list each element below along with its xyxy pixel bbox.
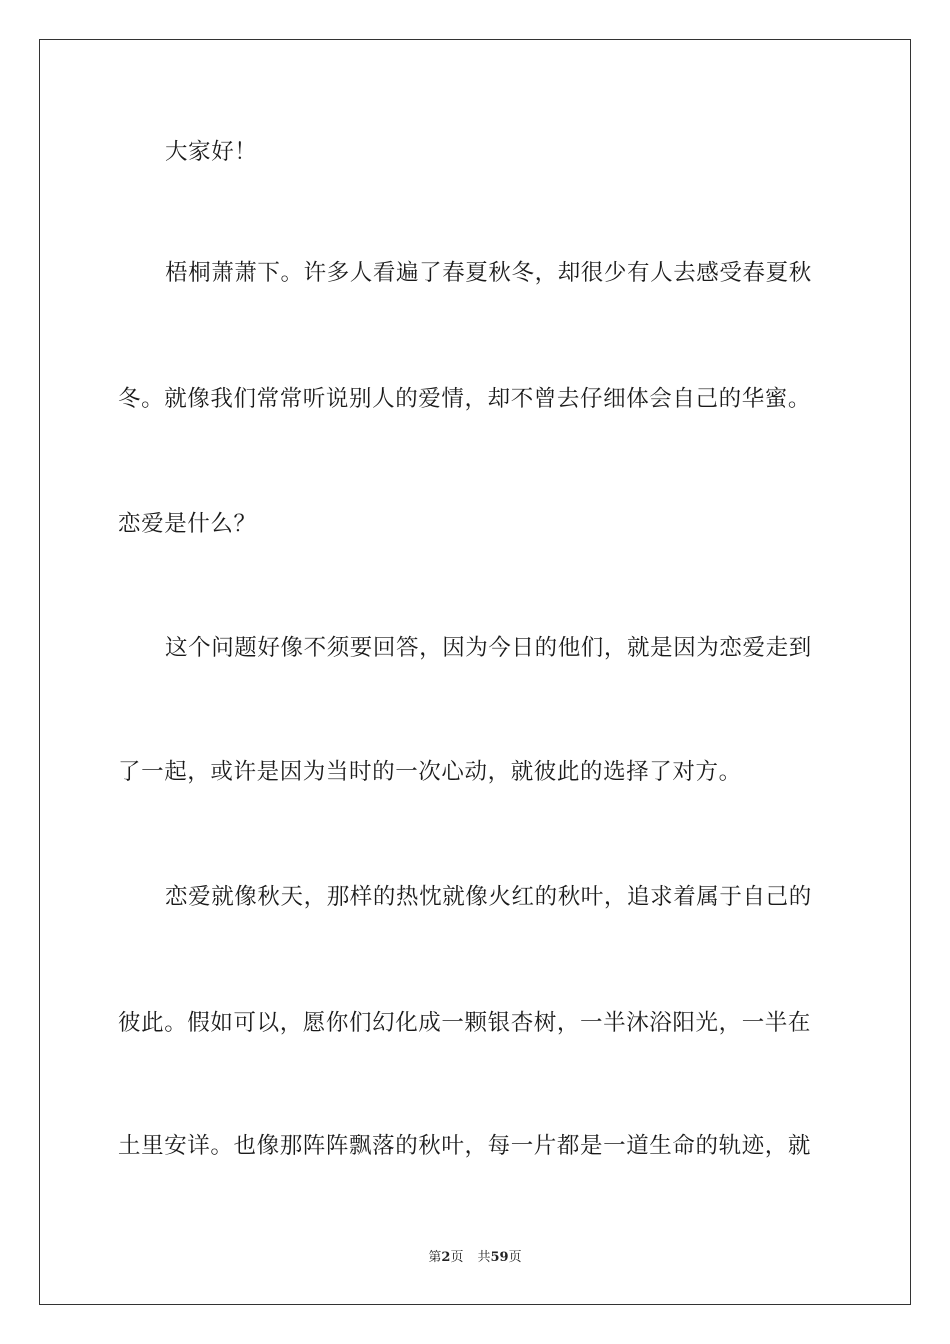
page-footer (0, 1249, 950, 1267)
page-border (39, 39, 911, 1305)
page-number: 2 (441, 1250, 451, 1265)
total-prefix: 共 (477, 1250, 491, 1265)
paragraph-line: 梧桐萧萧下。许多人看遍了春夏秋冬，却很少有人去感受春夏秋 (165, 260, 812, 286)
paragraph-line: 冬。就像我们常常听说别人的爱情，却不曾去仔细体会自己的华蜜。 (118, 386, 812, 412)
paragraph-line: 这个问题好像不须要回答，因为今日的他们，就是因为恋爱走到 (165, 635, 812, 661)
greeting-line: 大家好！ (165, 139, 258, 165)
page-suffix: 页 (450, 1250, 464, 1265)
paragraph-line: 恋爱就像秋天，那样的热忱就像火红的秋叶，追求着属于自己的 (165, 884, 812, 910)
paragraph-line: 了一起，或许是因为当时的一次心动，就彼此的选择了对方。 (118, 759, 742, 785)
paragraph-line: 土里安详。也像那阵阵飘落的秋叶，每一片都是一道生命的轨迹，就 (118, 1133, 812, 1159)
total-pages: 59 (490, 1250, 509, 1265)
page-prefix: 第 (428, 1250, 442, 1265)
total-suffix: 页 (508, 1250, 522, 1265)
paragraph-line: 恋爱是什么？ (118, 511, 257, 537)
paragraph-line: 彼此。假如可以，愿你们幻化成一颗银杏树，一半沐浴阳光，一半在 (118, 1010, 812, 1036)
